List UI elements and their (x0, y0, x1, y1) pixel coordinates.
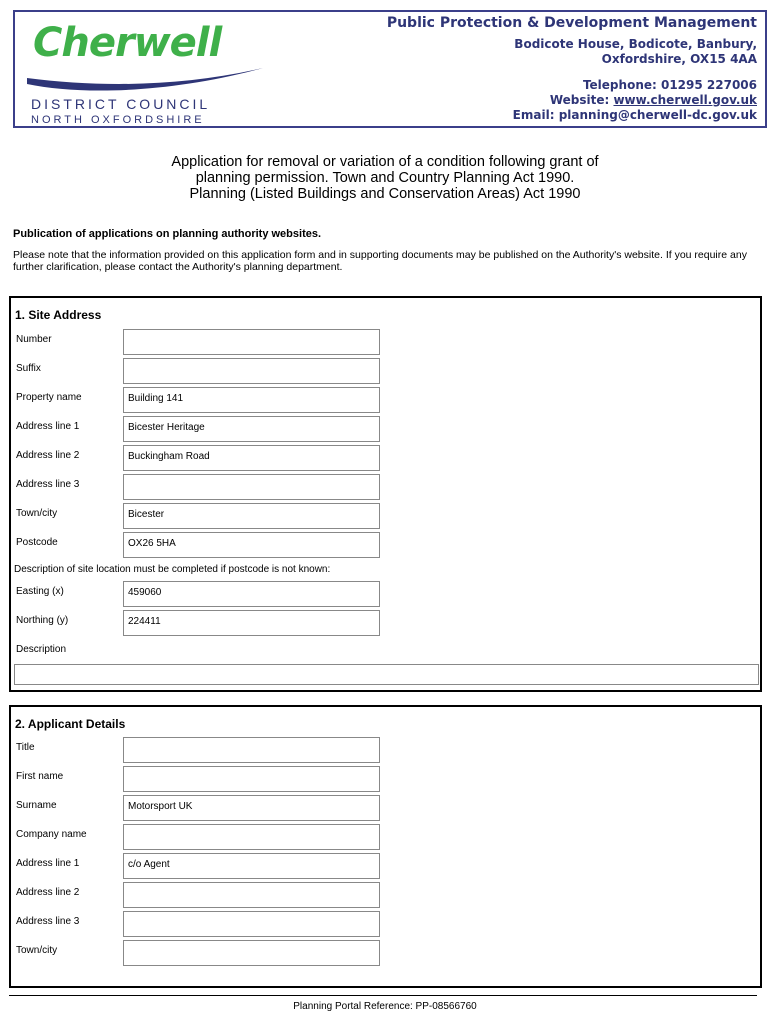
field-label: Suffix (16, 363, 41, 374)
field-label: First name (16, 771, 64, 782)
address-line-2: Oxfordshire, OX15 4AA (601, 52, 757, 66)
field-town-city (11, 503, 760, 529)
site-address-section (9, 296, 762, 692)
field-label: Company name (16, 829, 87, 840)
website-link[interactable]: www.cherwell.gov.uk (613, 93, 757, 107)
email-line (387, 108, 757, 123)
form-title (0, 154, 770, 202)
address-line-1: Bodicote House, Bodicote, Banbury, (514, 37, 757, 51)
field-easting (11, 581, 760, 607)
field-label: Address line 2 (16, 887, 80, 898)
field-label: Title (16, 742, 35, 753)
address-line-3-input[interactable] (123, 911, 380, 937)
address-line-1-input[interactable]: Bicester Heritage (123, 416, 380, 442)
town-city-input[interactable]: Bicester (123, 503, 380, 529)
website-label: Website: (549, 93, 614, 107)
suffix-input[interactable] (123, 358, 380, 384)
field-suffix (11, 358, 760, 384)
field-address-line-1 (11, 416, 760, 442)
field-label: Address line 3 (16, 479, 80, 490)
first-name-input[interactable] (123, 766, 380, 792)
field-number (11, 329, 760, 355)
postcode-input[interactable]: OX26 5HA (123, 532, 380, 558)
logo-district-council: DISTRICT COUNCIL (31, 96, 211, 112)
number-input[interactable] (123, 329, 380, 355)
address-line-2-input[interactable] (123, 882, 380, 908)
website-line (387, 93, 757, 108)
field-address-line-1 (11, 853, 760, 879)
description-label: Description (16, 644, 67, 655)
field-title (11, 737, 760, 763)
council-header (13, 10, 767, 128)
easting-input[interactable]: 459060 (123, 581, 380, 607)
property-name-input[interactable]: Building 141 (123, 387, 380, 413)
field-label: Address line 3 (16, 916, 80, 927)
section-title: 2. Applicant Details (15, 717, 126, 731)
field-surname (11, 795, 760, 821)
field-label: Town/city (16, 945, 58, 956)
field-label: Easting (x) (16, 586, 64, 597)
footer-divider (9, 995, 757, 996)
field-address-line-2 (11, 882, 760, 908)
description-input[interactable] (14, 664, 759, 685)
field-company-name (11, 824, 760, 850)
field-label: Town/city (16, 508, 58, 519)
field-label: Property name (16, 392, 82, 403)
title-line-3: Planning (Listed Buildings and Conservation Areas) Act 1990 (189, 186, 581, 202)
title-line-2: planning permission. Town and Country Planning Act 1990. (195, 170, 575, 186)
surname-input[interactable]: Motorsport UK (123, 795, 380, 821)
publication-heading: Publication of applications on planning authority websites. (13, 228, 322, 240)
field-label: Northing (y) (16, 615, 69, 626)
field-label: Address line 2 (16, 450, 80, 461)
field-postcode (11, 532, 760, 558)
logo-swoosh-icon (25, 62, 265, 92)
address-line-1-input[interactable]: c/o Agent (123, 853, 380, 879)
portal-reference: Planning Portal Reference: PP-08566760 (293, 1001, 477, 1012)
section-title: 1. Site Address (15, 308, 102, 322)
northing-input[interactable]: 224411 (123, 610, 380, 636)
field-town-city (11, 940, 760, 966)
department-contact (387, 15, 757, 123)
field-first-name (11, 766, 760, 792)
field-address-line-2 (11, 445, 760, 471)
address-line-2-input[interactable]: Buckingham Road (123, 445, 380, 471)
logo-north-oxfordshire: NORTH OXFORDSHIRE (31, 114, 205, 126)
field-label: Number (16, 334, 52, 345)
field-northing (11, 610, 760, 636)
department-title: Public Protection & Development Management (386, 15, 757, 31)
title-line-1: Application for removal or variation of a condition following grant of (171, 154, 599, 170)
town-city-input[interactable] (123, 940, 380, 966)
applicant-details-section (9, 705, 762, 988)
email-link[interactable]: planning@cherwell-dc.gov.uk (558, 108, 757, 122)
field-label: Address line 1 (16, 858, 80, 869)
field-property-name (11, 387, 760, 413)
logo-wordmark: Cherwell (33, 20, 222, 66)
location-note: Description of site location must be completed if postcode is not known: (14, 564, 331, 575)
field-address-line-3 (11, 911, 760, 937)
field-label: Address line 1 (16, 421, 80, 432)
company-name-input[interactable] (123, 824, 380, 850)
field-label: Surname (16, 800, 57, 811)
field-label: Postcode (16, 537, 58, 548)
publication-note: Please note that the information provided on this application form and in supporting documents may be published on the Authority's website. If you require any further clarification, please contact the Authority's planning department. (13, 249, 747, 273)
telephone: Telephone: 01295 227006 (582, 78, 757, 92)
address-line-3-input[interactable] (123, 474, 380, 500)
field-address-line-3 (11, 474, 760, 500)
cherwell-logo (25, 18, 265, 124)
email-label: Email: (512, 108, 559, 122)
title-input[interactable] (123, 737, 380, 763)
